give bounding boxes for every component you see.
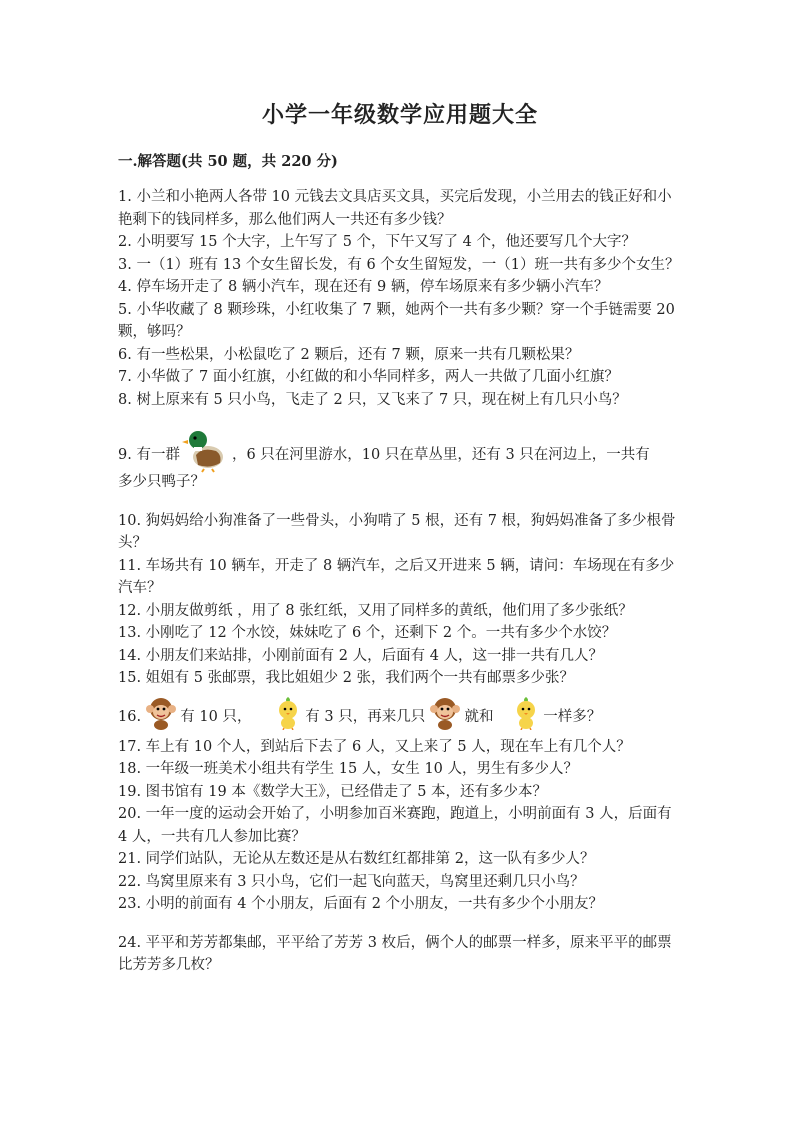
chick-icon [275,696,301,730]
question-20: 20. 一年一度的运动会开始了，小明参加百米赛跑，跑道上，小明前面有 3 人，后面有 4 人，一共有几人参加比赛？ [118,806,672,845]
question-7: 7. 小华做了 7 面小红旗，小红做的和小华同样多，两人一共做了几面小红旗？ [118,369,619,385]
question-6: 6. 有一些松果，小松鼠吃了 2 颗后，还有 7 颗，原来一共有几颗松果？ [118,346,580,363]
question-8: 8. 树上原来有 5 只小鸟，飞走了 2 只，又飞来了 7 只，现在树上有几只小鸟？ [118,391,627,408]
question-22: 22. 鸟窝里原来有 3 只小鸟，它们一起飞向蓝天，鸟窝里还剩几只小鸟？ [118,873,585,890]
question-1: 1. 小兰和小艳两人各带 10 元钱去文具店买文具，买完后发现，小兰用去的钱正好和小艳剩下的钱同样多，那么他们两人一共还有多少钱？ [118,189,672,228]
section-heading: 一.解答题(共 50 题，共 220 分) [118,153,338,170]
question-16-part-b: 有 10 只， [180,708,252,725]
question-13: 13. 小刚吃了 12 个水饺，妹妹吃了 6 个，还剩下 2 个。一共有多少个水饺？ [118,625,617,641]
question-18: 18. 一年级一班美术小组共有学生 15 人，女生 10 人，男生有多少人？ [118,761,579,777]
question-3: 3. 一（1）班有 13 个女生留长发，有 6 个女生留短发，一（1）班一共有多少个女生？ [118,256,680,273]
question-12: 12. 小朋友做剪纸 ，用了 8 张红纸，又用了同样多的黄纸，他们用了多少张纸？ [118,602,633,619]
duck-icon [182,425,230,473]
question-16-part-e: 一样多？ [543,708,602,725]
question-11: 11. 车场共有 10 辆车，开走了 8 辆汽车，之后又开进来 5 辆，请问：车场现在有多少汽车？ [118,557,675,596]
question-17: 17. 车上有 10 个人，到站后下去了 6 人，又上来了 5 人，现在车上有几个人？ [118,738,631,755]
chick-icon [513,696,539,730]
question-16-part-d: 就和 [464,708,494,725]
question-24: 24. 平平和芳芳都集邮，平平给了芳芳 3 枚后，俩个人的邮票一样多，原来平平的邮票比芳芳多几枚？ [118,934,672,973]
question-19: 19. 图书馆有 19 本《数学大王》，已经借走了 5 本，还有多少本？ [118,783,548,800]
question-14: 14. 小朋友们来站排，小刚前面有 2 人，后面有 4 人，这一排一共有几人？ [118,647,604,664]
question-5: 5. 小华收藏了 8 颗珍珠，小红收集了 7 颗，她两个一共有多少颗？穿一个手链需要 20 颗，够吗？ [118,301,675,340]
question-9-continued: 多少只鸭子？ [118,474,205,490]
monkey-icon [146,696,176,730]
page-title: 小学一年级数学应用题大全 [261,102,538,128]
question-15: 15. 姐姐有 5 张邮票，我比姐姐少 2 张，我们两个一共有邮票多少张？ [118,670,575,686]
question-16 [118,690,684,736]
question-23: 23. 小明的前面有 4 个小朋友，后面有 2 个小朋友，一共有多少个小朋友？ [118,896,604,912]
question-9-part-b: ，6 只在河里游水，10 只在草丛里，还有 3 只在河边上，一共有 [231,447,650,463]
question-list [118,186,684,977]
question-9 [118,411,684,471]
question-2: 2. 小明要写 15 个大字，上午写了 5 个，下午又写了 4 个，他还要写几个大字？ [118,234,636,250]
question-16-part-c: 有 3 只，再来几只 [305,708,426,725]
monkey-icon [430,696,460,730]
question-10: 10. 狗妈妈给小狗准备了一些骨头，小狗啃了 5 根，还有 7 根，狗妈妈准备了多少根骨头？ [118,512,676,551]
question-16-part-a: 16. [118,708,142,725]
question-4: 4. 停车场开走了 8 辆小汽车，现在还有 9 辆，停车场原来有多少辆小汽车？ [118,279,609,295]
question-21: 21. 同学们站队，无论从左数还是从右数红红都排第 2，这一队有多少人？ [118,851,595,867]
question-9-part-a: 9. 有一群 [118,447,180,463]
